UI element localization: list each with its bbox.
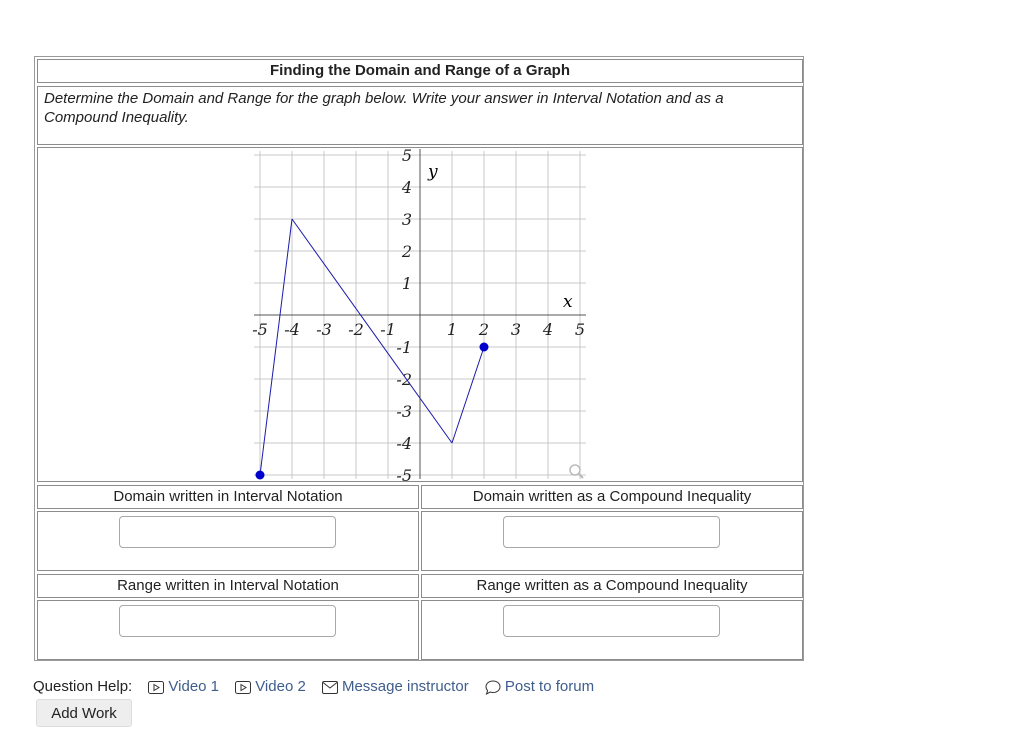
closed-endpoint (480, 343, 489, 352)
video-2-link[interactable]: Video 2 (255, 678, 306, 695)
range-interval-input[interactable] (119, 605, 336, 637)
y-tick-label: 1 (401, 274, 412, 293)
range-inequality-input[interactable] (503, 605, 720, 637)
instructions-text: Determine the Domain and Range for the graph below. Write your answer in Interval Notation and as a Compound Inequality. (37, 86, 803, 145)
chat-bubble-icon (485, 680, 501, 695)
x-tick-label: 2 (478, 320, 490, 339)
domain-interval-input[interactable] (119, 516, 336, 548)
x-tick-label: 3 (510, 320, 522, 339)
y-tick-label: -2 (396, 370, 412, 389)
domain-interval-header: Domain written in Interval Notation (37, 485, 419, 509)
question-help-label: Question Help: (33, 678, 133, 695)
graph-cell (37, 147, 803, 482)
magnifier-icon[interactable] (570, 465, 583, 478)
range-interval-cell (37, 600, 419, 660)
question-help-bar (33, 676, 594, 698)
y-tick-label: 3 (401, 210, 412, 229)
question-title: Finding the Domain and Range of a Graph (37, 59, 803, 83)
graph-segment (452, 347, 484, 443)
domain-inequality-header: Domain written as a Compound Inequality (421, 485, 803, 509)
x-tick-label: -2 (348, 320, 364, 339)
video-icon (235, 681, 251, 694)
y-tick-label: -5 (396, 466, 412, 481)
range-inequality-header: Range written as a Compound Inequality (421, 574, 803, 598)
x-tick-label: 1 (446, 320, 458, 339)
x-tick-label: -5 (252, 320, 268, 339)
coordinate-graph (38, 148, 802, 481)
y-tick-label: 4 (401, 178, 412, 197)
y-tick-label: -4 (396, 434, 412, 453)
y-tick-label: -1 (396, 338, 412, 357)
y-axis-label: y (428, 162, 438, 182)
range-interval-header: Range written in Interval Notation (37, 574, 419, 598)
domain-interval-cell (37, 511, 419, 571)
y-tick-label: 2 (401, 242, 412, 261)
x-tick-label: -3 (316, 320, 332, 339)
range-inequality-cell (421, 600, 803, 660)
post-to-forum-link[interactable]: Post to forum (504, 678, 595, 695)
domain-inequality-input[interactable] (503, 516, 720, 548)
video-1-link[interactable]: Video 1 (168, 678, 220, 695)
x-tick-label: 4 (542, 320, 554, 339)
y-tick-label: -3 (396, 402, 412, 421)
y-tick-label: 5 (401, 148, 412, 165)
mail-icon (322, 681, 338, 694)
x-tick-label: 5 (574, 320, 586, 339)
x-tick-label: -1 (380, 320, 396, 339)
add-work-button[interactable]: Add Work (36, 699, 132, 727)
domain-inequality-cell (421, 511, 803, 571)
x-tick-label: -4 (284, 320, 300, 339)
video-icon (148, 681, 164, 694)
message-instructor-link[interactable]: Message instructor (341, 678, 469, 695)
x-axis-label: x (563, 292, 573, 312)
closed-endpoint (256, 471, 265, 480)
